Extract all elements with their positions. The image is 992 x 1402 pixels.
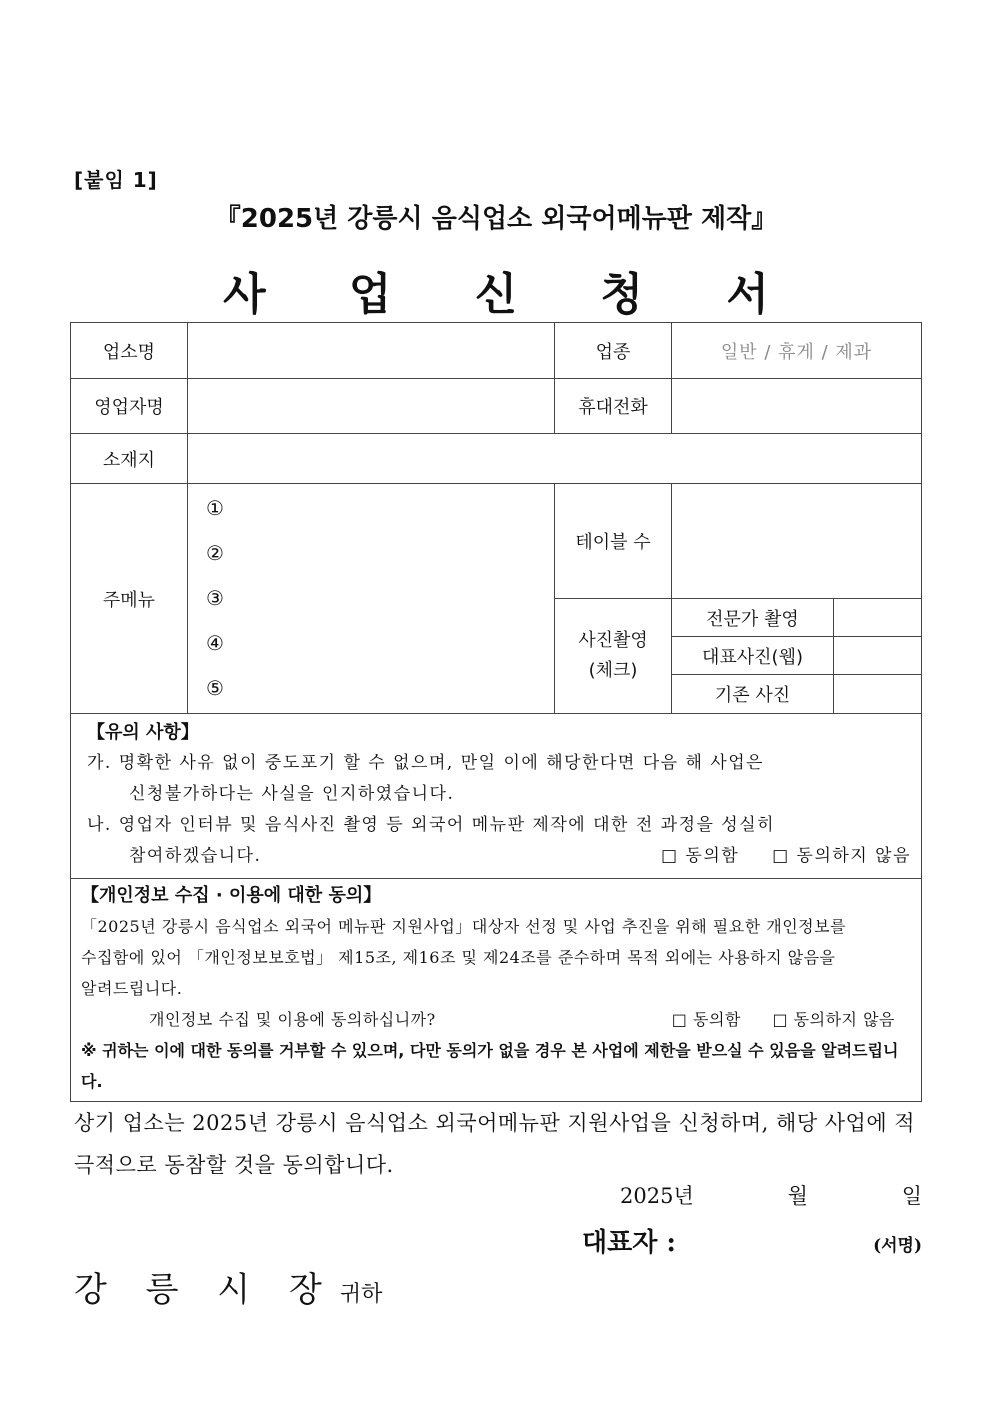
date-year: 2025년: [620, 1184, 694, 1208]
business-name-label: 업소명: [71, 323, 188, 379]
photo-check-existing[interactable]: [834, 675, 922, 714]
privacy-text-line-1: 「2025년 강릉시 음식업소 외국어 메뉴판 지원사업」대상자 선정 및 사업 추진을 위해 필요한 개인정보를: [81, 917, 847, 936]
owner-name-field[interactable]: [188, 379, 555, 434]
tables-count-field[interactable]: [672, 484, 922, 599]
menu-item-3[interactable]: ③: [206, 586, 224, 610]
notes-heading: 【유의 사항】: [87, 722, 199, 743]
privacy-section: [71, 879, 922, 1102]
menu-item-2[interactable]: ②: [206, 541, 224, 565]
business-name-field[interactable]: [188, 323, 555, 379]
photo-option-professional: 전문가 촬영: [672, 599, 834, 637]
main-menu-list[interactable]: [188, 484, 555, 714]
signature-label[interactable]: (서명): [873, 1236, 922, 1256]
privacy-text-line-2: 수집함에 있어 「개인정보보호법」 제15조, 제16조 및 제24조를 준수하며 목적 외에는 사용하지 않음을: [81, 948, 836, 967]
address-label: 소재지: [71, 434, 188, 484]
photo-option-web: 대표사진(웹): [672, 637, 834, 675]
photo-check-label: [555, 599, 672, 714]
privacy-heading: 【개인정보 수집 · 이용에 대한 동의】: [81, 885, 382, 906]
privacy-question: 개인정보 수집 및 이용에 동의하십니까?: [149, 1010, 436, 1029]
application-form-table: [70, 322, 922, 1102]
notes-section: [71, 714, 922, 879]
notes-agree-checkbox[interactable]: □ 동의함: [660, 846, 740, 866]
phone-label: 휴대전화: [555, 379, 672, 434]
form-title: 사 업 신 청 서: [223, 269, 803, 320]
date-day: 일: [901, 1184, 922, 1208]
addressee-name: 강 릉 시 장: [74, 1270, 336, 1310]
privacy-disagree-checkbox[interactable]: □ 동의하지 않음: [772, 1010, 895, 1029]
notes-disagree-checkbox[interactable]: □ 동의하지 않음: [772, 846, 911, 866]
privacy-consent-options: [646, 1004, 895, 1035]
menu-item-1[interactable]: ①: [206, 496, 224, 520]
date-row: [620, 1180, 922, 1210]
attachment-label: [붙임 1]: [74, 168, 158, 192]
menu-item-4[interactable]: ④: [206, 631, 224, 655]
phone-field[interactable]: [672, 379, 922, 434]
privacy-refusal-note: ※ 귀하는 이에 대한 동의를 거부할 수 있으며, 다만 동의가 없을 경우 본 사업에 제한을 받으실 수 있음을 알려드립니다.: [81, 1041, 899, 1091]
project-title: 『2025년 강릉시 음식업소 외국어메뉴판 제작』: [214, 204, 778, 234]
tables-count-label: 테이블 수: [555, 484, 672, 599]
photo-check-web[interactable]: [834, 637, 922, 675]
note-item-1-line-1: 가. 명확한 사유 없이 중도포기 할 수 없으며, 만일 이에 해당한다면 다음 해 사업은: [87, 753, 765, 773]
date-month: 월: [787, 1184, 808, 1208]
notes-consent-options: [635, 841, 911, 872]
privacy-text-line-3: 알려드립니다.: [81, 979, 183, 998]
privacy-question-row: [81, 1004, 915, 1035]
photo-option-existing: 기존 사진: [672, 675, 834, 714]
addressee: [74, 1262, 382, 1311]
owner-name-label: 영업자명: [71, 379, 188, 434]
note-item-2-line-2: [87, 841, 911, 872]
note-item-2-text: 참여하겠습니다.: [129, 846, 262, 866]
declaration-text: 상기 업소는 2025년 강릉시 음식업소 외국어메뉴판 지원사업을 신청하며, 해당 사업에 적극적으로 동참할 것을 동의합니다.: [74, 1111, 916, 1177]
address-field[interactable]: [188, 434, 922, 484]
representative-label: 대표자 :: [582, 1228, 676, 1258]
privacy-agree-checkbox[interactable]: □ 동의함: [671, 1010, 741, 1029]
addressee-honorific: 귀하: [339, 1282, 383, 1307]
photo-check-professional[interactable]: [834, 599, 922, 637]
business-type-options[interactable]: 일반 / 휴게 / 제과: [672, 323, 922, 379]
main-menu-label: 주메뉴: [71, 484, 188, 714]
menu-item-5[interactable]: ⑤: [206, 676, 224, 700]
business-type-label: 업종: [555, 323, 672, 379]
photo-check-label-line2: (체크): [588, 660, 638, 681]
note-item-2-line-1: 나. 영업자 인터뷰 및 음식사진 촬영 등 외국어 메뉴판 제작에 대한 전 과정을 성실히: [87, 815, 776, 835]
representative-row: [582, 1222, 922, 1259]
note-item-1-line-2: 신청불가하다는 사실을 인지하였습니다.: [129, 784, 455, 804]
photo-check-label-line1: 사진촬영: [578, 630, 648, 651]
